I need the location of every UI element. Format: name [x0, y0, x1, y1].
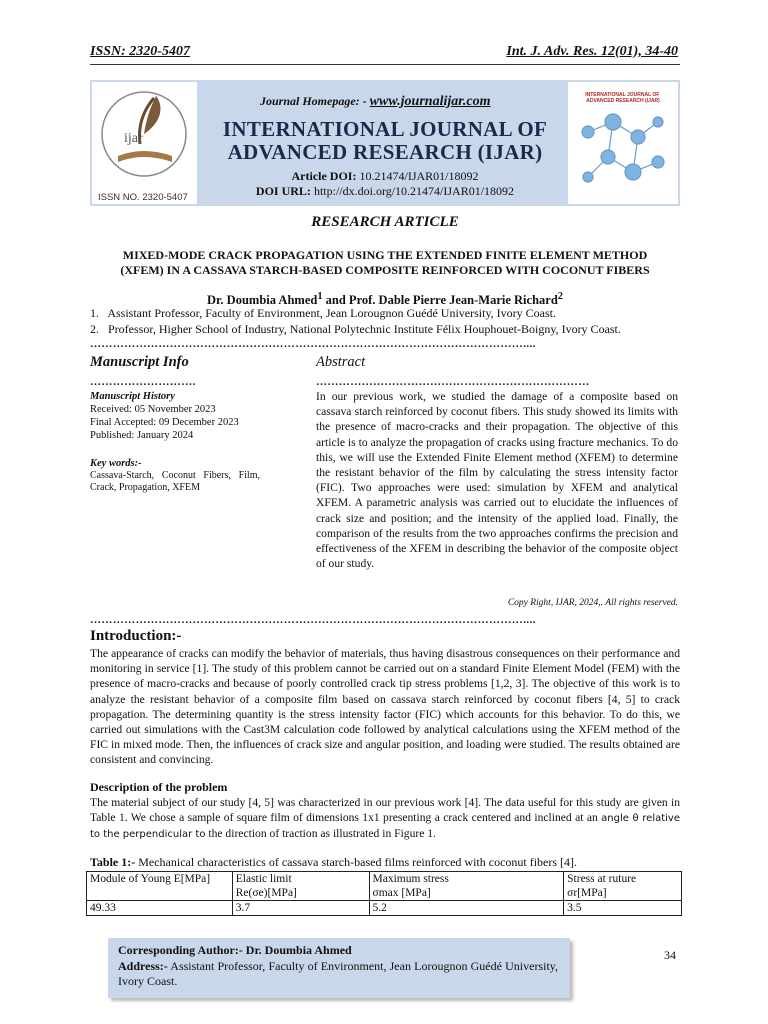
table-header-row	[87, 872, 682, 901]
table-caption	[90, 855, 577, 870]
homepage-label: Journal Homepage: -	[260, 94, 367, 108]
copyright: Copy Right, IJAR, 2024,. All rights reserved.	[507, 598, 678, 608]
table-header-cell	[232, 872, 369, 901]
table-header-cell	[564, 872, 682, 901]
keywords-line2: Crack, Propagation, XFEM	[90, 482, 200, 493]
problem-heading: Description of the problem	[90, 780, 228, 794]
author-1-marker: 1	[317, 291, 323, 302]
address-text: Assistant Professor, Faculty of Environment, Jean Lorougnon Guédé University, Ivory Coast.	[118, 958, 558, 988]
header-young: Module of Young E[MPa]	[90, 873, 211, 885]
affiliation-2: 2. Professor, Higher School of Industry, National Polytechnic Institute Félix Houphouet-Boigny, Ivory Coast.	[90, 322, 621, 336]
running-header-citation: Int. J. Adv. Res. 12(01), 34-40	[506, 44, 678, 59]
header-rupture-symbol: σr[MPa]	[567, 887, 607, 899]
affiliation-1: 1. Assistant Professor, Faculty of Environment, Jean Lorougnon Guédé University, Ivory Coast.	[90, 306, 557, 320]
history-label: Manuscript History	[90, 391, 175, 402]
table-header-cell	[369, 872, 564, 901]
problem-text-a: The material subject of our study [4, 5] was characterized in our previous work [4]. The data useful for this study are given in Table 1. We chose a sample of square film of dimensions 1x1 presenting a crack centered and inclined at an	[90, 796, 680, 825]
accepted-date: Final Accepted: 09 December 2023	[90, 417, 239, 428]
doi-block	[200, 169, 570, 199]
logo-issn: ISSN NO. 2320-5407	[98, 192, 188, 203]
keywords-line1: Cassava-Starch, Coconut Fibers, Film,	[90, 470, 260, 481]
doi-url-label: DOI URL:	[255, 184, 311, 198]
address-label: Address:-	[118, 958, 168, 973]
abstract-heading: Abstract	[316, 354, 366, 370]
table-caption-label: Table 1:-	[90, 855, 136, 869]
homepage-link[interactable]: www.journalijar.com	[369, 94, 491, 109]
problem-text-c: the direction of traction as illustrated in Figure 1.	[205, 827, 436, 841]
corresponding-author	[118, 943, 558, 990]
author-2: and Prof. Dable Pierre Jean-Marie Richard	[322, 293, 558, 308]
header-max-stress: Maximum stress	[372, 873, 449, 885]
article-title-line1: MIXED-MODE CRACK PROPAGATION USING THE EXTENDED FINITE ELEMENT METHOD	[122, 248, 648, 262]
header-elastic: Elastic limit	[235, 873, 292, 885]
homepage-line	[260, 94, 491, 110]
doi-label: Article DOI:	[291, 169, 357, 183]
table-cell: 3.5	[564, 901, 682, 916]
journal-logo	[92, 82, 197, 204]
table-header-cell	[87, 872, 233, 901]
divider-dots-right: ………………………………………………………………	[316, 376, 590, 388]
journal-title-line1: INTERNATIONAL JOURNAL OF	[222, 117, 548, 141]
table-cell: 5.2	[369, 901, 564, 916]
doi-url-link[interactable]: http://dx.doi.org/10.21474/IJAR01/18092	[313, 184, 515, 198]
table-row	[87, 901, 682, 916]
corresponding-author-label: Corresponding Author:- Dr. Doumbia Ahmed	[118, 943, 352, 957]
journal-title-line2: ADVANCED RESEARCH (IJAR)	[227, 140, 543, 164]
header-rupture: Stress at ruture	[567, 873, 637, 885]
article-type: RESEARCH ARTICLE	[311, 214, 459, 230]
molecule-cover-icon	[568, 82, 678, 204]
keywords-label: Key words:-	[90, 458, 142, 469]
header-max-stress-symbol: σmax [MPa]	[372, 887, 431, 899]
manuscript-history	[90, 390, 290, 442]
divider-dots: ……………………………………………………………………………………………………....	[90, 338, 536, 350]
journal-title	[200, 118, 570, 164]
manuscript-info-heading: Manuscript Info	[90, 354, 189, 370]
table-cell: 49.33	[87, 901, 233, 916]
table-cell: 3.7	[232, 901, 369, 916]
affiliations	[90, 305, 690, 337]
article-title	[80, 248, 690, 278]
abstract-text: In our previous work, we studied the damage of a composite based on cassava starch reinforced by coconut fibers. This study showed its limits with the presence of macro-cracks and their propagation. The objective of this article is to analyze the propagation of cracks using fracture mechanics. To do this, we will use the Extended Finite Element method (XFEM) to determine the resistant behavior of the film by calculating the stress intensity factor (FIC). Two approaches were used: simulation by XFEM and analytical XFEM. A parametric analysis was carried out to elucidate the influences of crack size and position; and the intensity of the applied load. Finally, the comparison of the results from the two approaches confirms the precision and effectiveness of the XFEM in describing the behavior of the composite object of our study.	[316, 390, 678, 571]
mechanical-properties-table	[86, 871, 682, 916]
author-2-marker: 2	[557, 291, 563, 302]
table-caption-text: Mechanical characteristics of cassava starch-based films reinforced with coconut fibers [4].	[135, 855, 578, 869]
logo-wordmark: ijar	[124, 131, 143, 146]
page-number: 34	[664, 948, 676, 962]
problem-text-angle: angle θ relative to the perpendicular to	[90, 813, 680, 841]
running-header-issn: ISSN: 2320-5407	[90, 44, 190, 59]
doi-value: 10.21474/IJAR01/18092	[359, 169, 479, 183]
header-elastic-symbol: Re(σe)[MPa]	[235, 887, 297, 899]
introduction-heading: Introduction:-	[90, 628, 182, 644]
keywords	[90, 458, 260, 494]
journal-cover-thumbnail	[568, 82, 678, 204]
received-date: Received: 05 November 2023	[90, 404, 216, 415]
logo-emblem-icon	[92, 82, 197, 204]
divider-dots-2: ……………………………………………………………………………………………………....	[90, 614, 536, 626]
published-date: Published: January 2024	[90, 430, 194, 441]
divider-dots-left: ……………………….	[90, 376, 196, 388]
introduction-text: The appearance of cracks can modify the behavior of materials, thus having disastrous consequences on their performance and monitoring in service [1]. The study of this problem cannot be carried out on a standard Finite Element Model (FEM) with the presence of macro-cracks and because of poorly controlled crack tip stress problems [1,2, 3]. The objective of this work is to analyze the resistant behavior of a composite film based on cassava starch reinforced by coconut fibers [4, 5] to crack propagation. The determining quantity is the stress intensity factor (FIC) which accounts for this behavior. To do this, we carried out simulations with the Cast3M calculation code followed by analytical calculations using the XFEM method of the FIC in mixed mode. Then, the influences of crack size and angular position, and loading were studied. The results obtained are consistent and convincing.	[90, 647, 680, 767]
svg-text:INTERNATIONAL JOURNAL OF: INTERNATIONAL JOURNAL OF ADVANCED RESEARCH (IJAR)	[585, 92, 660, 104]
header-rule	[90, 64, 680, 65]
problem-text	[90, 795, 680, 843]
article-title-line2: (XFEM) IN A CASSAVA STARCH-BASED COMPOSITE REINFORCED WITH COCONUT FIBERS	[120, 263, 650, 277]
author-1: Dr. Doumbia Ahmed	[207, 293, 318, 308]
